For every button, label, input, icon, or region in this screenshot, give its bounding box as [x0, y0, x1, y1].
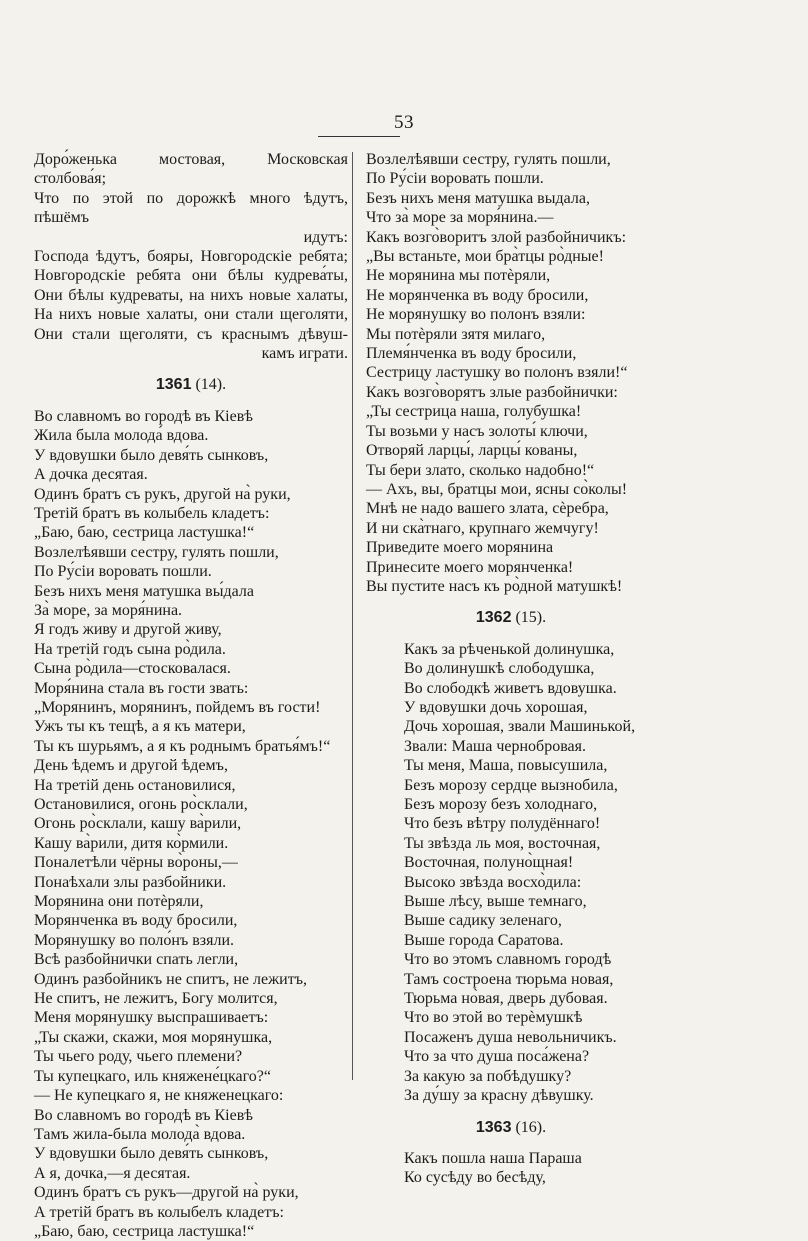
verse-line: Моря́нина стала въ гости звать:	[34, 679, 249, 697]
verse-line: Всѣ разбойнички спать легли,	[34, 951, 239, 969]
verse-line: За какую за побѣдушку?	[404, 1067, 572, 1085]
verse-line: Не морянченка въ воду бросили,	[366, 286, 589, 304]
verse-line: Новгородскіе ребята они бѣлы кудрева́ты,	[34, 267, 348, 285]
verse-line: Какъ возго̀воритъ злой разбойничикъ:	[366, 228, 627, 246]
verse-line: А я, дочка,—я десятая.	[34, 1164, 191, 1182]
verse-line: Ты звѣзда ль моя, восточная,	[404, 834, 601, 852]
verse-line: Ты возьми у насъ золоты́ ключи,	[366, 422, 588, 440]
song-number: 1363	[475, 1118, 512, 1136]
verse-line: камъ играти.	[261, 345, 348, 363]
column-divider	[352, 152, 353, 1080]
verse-line: Господа ѣдутъ, бояры, Новгородскіе ребята;	[34, 248, 348, 266]
verse-line: Ко сусѣду во бесѣду,	[404, 1169, 546, 1187]
verse-line: Не морянушку во полонъ взяли:	[366, 306, 586, 324]
verse-line: Приведите моего морянина	[366, 539, 554, 557]
verse-line: Во славномъ во городѣ въ Кіевѣ	[34, 407, 253, 425]
verse-line: Безъ нихъ меня матушка выдала,	[366, 189, 590, 207]
verse-line: День ѣдемъ и другой ѣдемъ,	[34, 757, 228, 775]
verse-line: У вдовушки было девя́ть сынковъ,	[34, 446, 269, 464]
verse-line: Морянушку во поло́нъ взяли.	[34, 931, 235, 949]
verse-line: „Ты сестрица наша, голубушка!	[366, 403, 582, 421]
verse-line: идутъ:	[303, 228, 348, 246]
verse-line: Выше садику зеленаго,	[404, 912, 562, 930]
verse-line: На нихъ новые халаты, они стали щеголяти,	[34, 306, 348, 324]
verse-line: „Морянинъ, морянинъ, пойдемъ въ гости!	[34, 698, 321, 716]
verse-line: Сына ро̀дила—стосковалася.	[34, 660, 231, 678]
verse-line: У вдовушки дочь хорошая,	[404, 698, 588, 716]
verse-line: Что за̀ море за моря́нина.—	[366, 209, 554, 227]
verse-line: Мы потѐряли зятя милаго,	[366, 325, 546, 343]
verse-line: „Баю, баю, сестрица ластушка!“	[34, 1222, 255, 1240]
song-heading-1362	[366, 608, 656, 627]
verse-line: Отворяй ларцы́, ларцы́ кованы,	[366, 442, 578, 460]
verse-line: Высоко звѣзда восхо̀дила:	[404, 873, 582, 891]
verse-line: Одинъ разбойникъ не спитъ, не лежитъ,	[34, 970, 307, 988]
page-number: 53	[394, 112, 414, 133]
verse-line: Что по этой по дорожкѣ много ѣдутъ, пѣшёмъ	[34, 189, 348, 227]
verse-line: „Ты скажи, скажи, моя морянушка,	[34, 1028, 273, 1046]
verse-line: Во славномъ во городѣ въ Кіевѣ	[34, 1106, 253, 1124]
verse-line: Морянина они потѐряли,	[34, 893, 204, 911]
song-subnumber: (15).	[511, 609, 547, 627]
verse-line: Безъ морозу сердце вызнобила,	[404, 776, 618, 794]
verse-line: Что безъ вѣтру полудённаго!	[404, 815, 601, 833]
verse-line: На третій годъ сына ро̀дила.	[34, 640, 226, 658]
verse-line: Восточная, полуно̀щная!	[404, 854, 574, 872]
verse-line: Они бѣлы кудреваты, на нихъ новые халаты,	[34, 286, 348, 304]
verse-line: По Ру́сіи воровать пошли.	[34, 563, 212, 581]
verse-line: Меня морянушку выспрашиваетъ:	[34, 1009, 269, 1027]
verse-line: Огонь ро̀склали, кашу ва̀рили,	[34, 815, 242, 833]
verse-line: Третій братъ въ колыбель кладетъ:	[34, 504, 270, 522]
verse-line: — Ахъ, вы, братцы мои, ясны со̀колы!	[366, 480, 628, 498]
verse-line: Ужъ ты къ тещѣ, а я къ матери,	[34, 718, 246, 736]
verse-line: Не морянина мы потѐряли,	[366, 267, 551, 285]
verse-line: Не спитъ, не лежитъ, Богу молится,	[34, 990, 278, 1008]
verse-line: Выше лѣсу, выше темнаго,	[404, 893, 587, 911]
verse-line: Жила была молода́ вдова.	[34, 427, 209, 445]
verse-line: Принесите моего морянченка!	[366, 558, 574, 576]
verse-line: Понаѣхали злы разбойники.	[34, 873, 227, 891]
song-subnumber: (14).	[191, 376, 227, 394]
verse-line: Дочь хорошая, звали Машинькой,	[404, 718, 636, 736]
verse-line: Во долинушкѣ слободушка,	[404, 660, 595, 678]
verse-line: Мнѣ не надо вашего злата, сѐребра,	[366, 500, 609, 518]
verse-line: Племя́нченка въ воду бросили,	[366, 345, 577, 363]
verse-line: За ду́шу за красну дѣвушку.	[404, 1087, 594, 1105]
verse-line: А третій братъ въ колыбелъ кладетъ:	[34, 1203, 284, 1221]
verse-line: Что во этомъ славномъ городѣ	[404, 951, 612, 969]
verse-line: А дочка десятая.	[34, 466, 148, 484]
verse-line: Ты къ шурьямъ, а я къ роднымъ братья́мъ!“	[34, 737, 331, 755]
verse-line: Ты меня, Маша, повысушила,	[404, 757, 608, 775]
verse-line: Тамъ жила-была молода̀ вдова.	[34, 1125, 246, 1143]
verse-line: Что во этой во терѐмушкѣ	[404, 1009, 583, 1027]
song-heading-1361	[34, 375, 348, 394]
verse-line: Вы пустите насъ къ ро̀дной матушкѣ!	[366, 577, 623, 595]
verse-line: Одинъ братъ съ рукъ, другой на̀ руки,	[34, 485, 291, 503]
verse-line: Я годъ живу и другой живу,	[34, 621, 222, 639]
verse-line: На третій день остановилися,	[34, 776, 236, 794]
verse-line: Какъ возго̀ворятъ злые разбойнички:	[366, 383, 618, 401]
verse-line: Безъ морозу безъ холоднаго,	[404, 796, 598, 813]
verse-line: Поналетѣли чёрны во̀роны,—	[34, 854, 238, 872]
left-column	[34, 150, 348, 1241]
verse-line: — Не купецкаго я, не княженецкаго:	[34, 1087, 284, 1105]
song-subnumber: (16).	[511, 1118, 547, 1136]
verse-line: Они стали щеголяти, съ краснымъ дѣвуш-	[34, 325, 348, 343]
verse-line: Что за что душа поса́жена?	[404, 1048, 590, 1066]
verse-line: У вдовушки было девя́ть сынковъ,	[34, 1145, 269, 1163]
verse-line: Во слободкѣ живетъ вдовушка.	[404, 679, 617, 697]
verse-line: Доро́женька мостовая, Московская столбова́я;	[34, 151, 348, 188]
verse-line: Ты чьего роду, чьего племени?	[34, 1048, 243, 1066]
verse-line: Ты купецкаго, иль княжене́цкаго?“	[34, 1067, 272, 1085]
verse-line: Выше города Саратова.	[404, 931, 564, 949]
verse-line: Какъ пошла наша Параша	[404, 1149, 582, 1167]
verse-line: И ни ска̀тнаго, крупнаго жемчугу!	[366, 519, 599, 537]
verse-line: Сестрицу ластушку во полонъ взяли!“	[366, 364, 628, 382]
song-number: 1361	[155, 376, 192, 394]
verse-line: Тюрьма но̀вая, дверь дубовая.	[404, 990, 608, 1008]
verse-line: По Ру́сіи воровать пошли.	[366, 170, 544, 188]
verse-line: Возлелѣявши сестру, гулять пошли,	[366, 151, 611, 168]
verse-line: Какъ за рѣченькой долинушка,	[404, 640, 615, 658]
header-rule	[318, 136, 400, 137]
verse-line: Морянченка въ воду бросили,	[34, 912, 238, 930]
verse-line: Посаженъ душа невольничикъ.	[404, 1028, 617, 1046]
song-number: 1362	[475, 609, 512, 627]
right-column	[366, 150, 656, 1188]
verse-line: Возлелѣявши сестру, гулять пошли,	[34, 543, 279, 561]
verse-line: Остановилися, огонь ро̀склали,	[34, 796, 248, 813]
verse-line: Тамъ состроена тюрьма новая,	[404, 970, 614, 988]
verse-line: Ты бери злато, сколько надобно!“	[366, 461, 595, 479]
verse-line: „Баю, баю, сестрица ластушка!“	[34, 524, 255, 542]
verse-line: Кашу ва̀рили, дитя ко̀рмили.	[34, 834, 229, 852]
verse-line: За̀ море, за моря́нина.	[34, 601, 183, 619]
verse-line: „Вы встаньте, мои бра̀тцы ро̀дные!	[366, 248, 604, 266]
verse-line: Одинъ братъ съ рукъ—другой на̀ руки,	[34, 1184, 299, 1202]
verse-line: Звали: Маша чернобровая.	[404, 737, 586, 755]
verse-line: Безъ нихъ меня матушка вы́дала	[34, 582, 254, 600]
song-heading-1363	[366, 1118, 656, 1137]
